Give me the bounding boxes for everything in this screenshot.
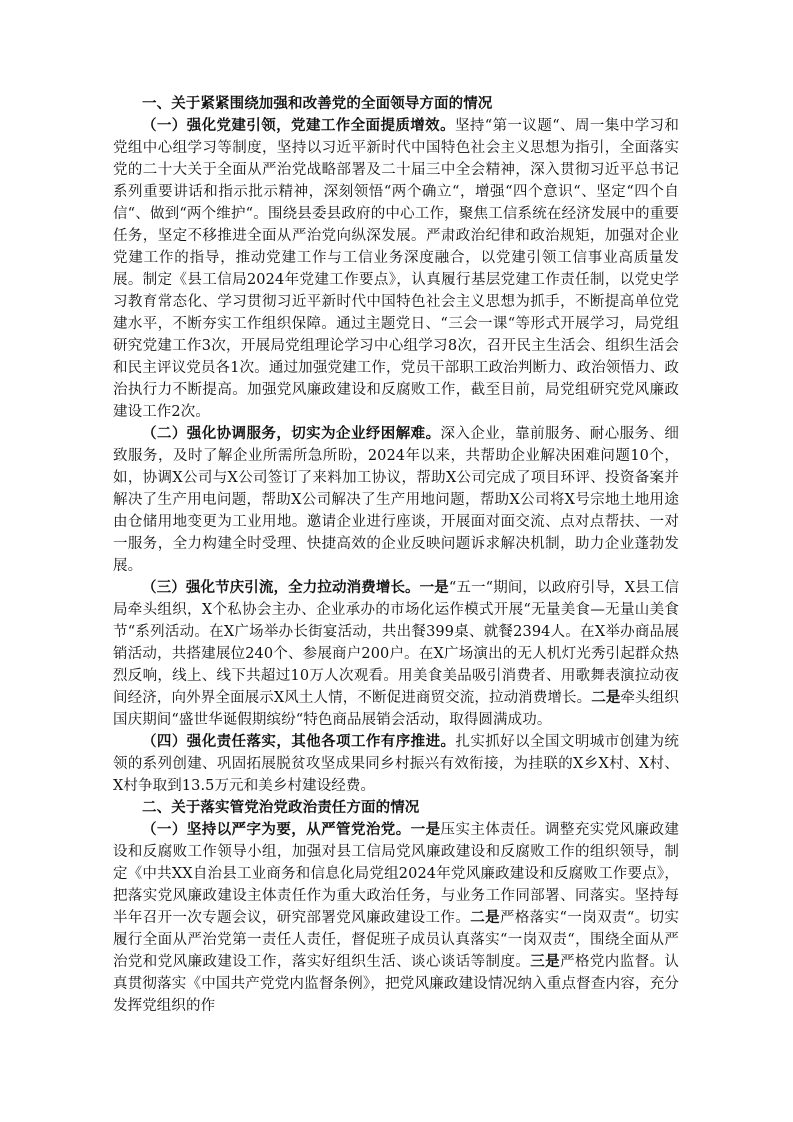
section-2-heading: 二、关于落实管党治党政治责任方面的情况: [142, 799, 420, 816]
section-1-heading: 一、关于紧紧围绕加强和改善党的全面领导方面的情况: [142, 95, 493, 112]
point-label: 三是: [530, 953, 561, 970]
paragraph-lead: （一）坚持以严字为要，从严管党治党。: [142, 821, 411, 838]
paragraph-text: 坚持“第一议题“、周一集中学习和党组中心组学习等制度，坚持以习近平新时代中国特色社会主义思想为指引，全面落实党的二十大关于全面从严治党战略部署及二十届三中全会精神，深入贯彻习近平总书记系列重要讲话和指示批示精神，深刻领悟“两个确立“，增强“四个意识“、坚定“四个自信“、做到“两个维护“。围绕县委县政府的中心工作，聚焦工信系统在经济发展中的重要任务，坚定不移推进全面从严治党向纵深发展。严肃政治纪律和政治规矩，加强对企业党建工作的指导，推动党建工作与工信业务深度融合，以党建引领工信事业高质量发展。制定《县工信局2024年党建工作要点》，认真履行基层党建工作责任制，以党史学习教育常态化、学习贯彻习近平新时代中国特色社会主义思想为抓手，不断提高单位党建水平，不断夯实工作组织保障。通过主题党日、“三会一课“等形式开展学习，局党组研究党建工作3次，开展局党组理论学习中心组学习8次，召开民主生活会、组织生活会和民主评议党员各1次。通过加强党建工作，党员干部职工政治判断力、政治领悟力、政治执行力不断提高。加强党风廉政建设和反腐败工作，截至目前，局党组研究党风廉政建设工作2次。: [113, 118, 679, 420]
paragraph-lead: （一）强化党建引领，党建工作全面提质增效。: [142, 117, 455, 134]
paragraph-text: 扎实抓好以全国文明城市创建为统领的系列创建、巩固拓展脱贫攻坚成果同乡村振兴有效衔接，为挂联的X乡X村、X村、X村争取到13.5万元和美乡村建设经费。: [113, 734, 679, 794]
point-label: 一是: [419, 579, 449, 596]
paragraph-lead: （二）强化协调服务，切实为企业纾困解难。: [142, 425, 441, 442]
point-label: 二是: [470, 909, 500, 926]
point-label: 一是: [410, 821, 441, 838]
point-label: 二是: [591, 689, 621, 706]
paragraph-text: “五一“期间，以政府引导，X县工信局牵头组织，X个私协会主办、企业承办的市场化运作模式开展“无量美食—无量山美食节“系列活动。在X广场举办长街宴活动，共出餐399桌、就餐2394人。在X举办商品展销活动，共搭建展位240个、参展商户200户。在X广场演出的无人机灯光秀引起群众热烈反响，线上、线下共超过10万人次观看。用美食美品吸引消费者、用歌舞表演拉动夜间经济，向外界全面展示X风土人情，不断促进商贸交流，拉动消费增长。: [113, 580, 679, 706]
paragraph-lead: （三）强化节庆引流，全力拉动消费增长。: [142, 579, 420, 596]
paragraph-text: 压实主体责任。调整充实党风廉政建设和反腐败工作领导小组，加强对县工信局党风廉政建设和反腐败工作的组织领导，制定《中共XX自治县工业商务和信息化局党组2024年党风廉政建设和反腐败工作要点》，把落实党风廉政建设主体责任作为重大政治任务，与业务工作同部署、同落实。坚持每半年召开一次专题会议，研究部署党风廉政建设工作。: [113, 822, 679, 926]
paragraph-party-building: [113, 115, 679, 423]
paragraph-text: 牵头组织国庆期间“盛世华诞假期缤纷“特色商品展销会活动，取得圆满成功。: [113, 690, 680, 728]
paragraph-text: 严格落实“一岗双责“。切实履行全面从严治党第一责任人责任，督促班子成员认真落实“一岗双责“，围绕全面从严治党和党风廉政建设工作，落实好组织生活、谈心谈话等制度。: [113, 910, 680, 970]
paragraph-lead: （四）强化责任落实，其他各项工作有序推进。: [142, 733, 456, 750]
paragraph-festival-consumption: [113, 577, 679, 731]
paragraph-responsibility: [113, 731, 679, 797]
paragraph-text: 深入企业，靠前服务、耐心服务、细致服务，及时了解企业所需所急所盼，2024年以来，共帮助企业解决困难问题10个，如，协调X公司与X公司签订了来料加工协议，帮助X公司完成了项目环评、投资备案并解决了生产用电问题，帮助X公司解决了生产用地问题，帮助X公司将X号宗地土地用途由仓储用地变更为工业用地。邀请企业进行座谈，开展面对面交流、点对点帮扶、一对一服务，全力构建全时受理、快捷高效的企业反映问题诉求解决机制，助力企业蓬勃发展。: [113, 426, 679, 574]
paragraph-strict-governance: [113, 819, 679, 1017]
document-body: [113, 93, 679, 1017]
paragraph-coordination-service: [113, 423, 679, 577]
paragraph-text: 严格党内监督。认真贯彻落实《中国共产党党内监督条例》，把党风廉政建设情况纳入重点督查内容，充分发挥党组织的作: [113, 954, 679, 1014]
